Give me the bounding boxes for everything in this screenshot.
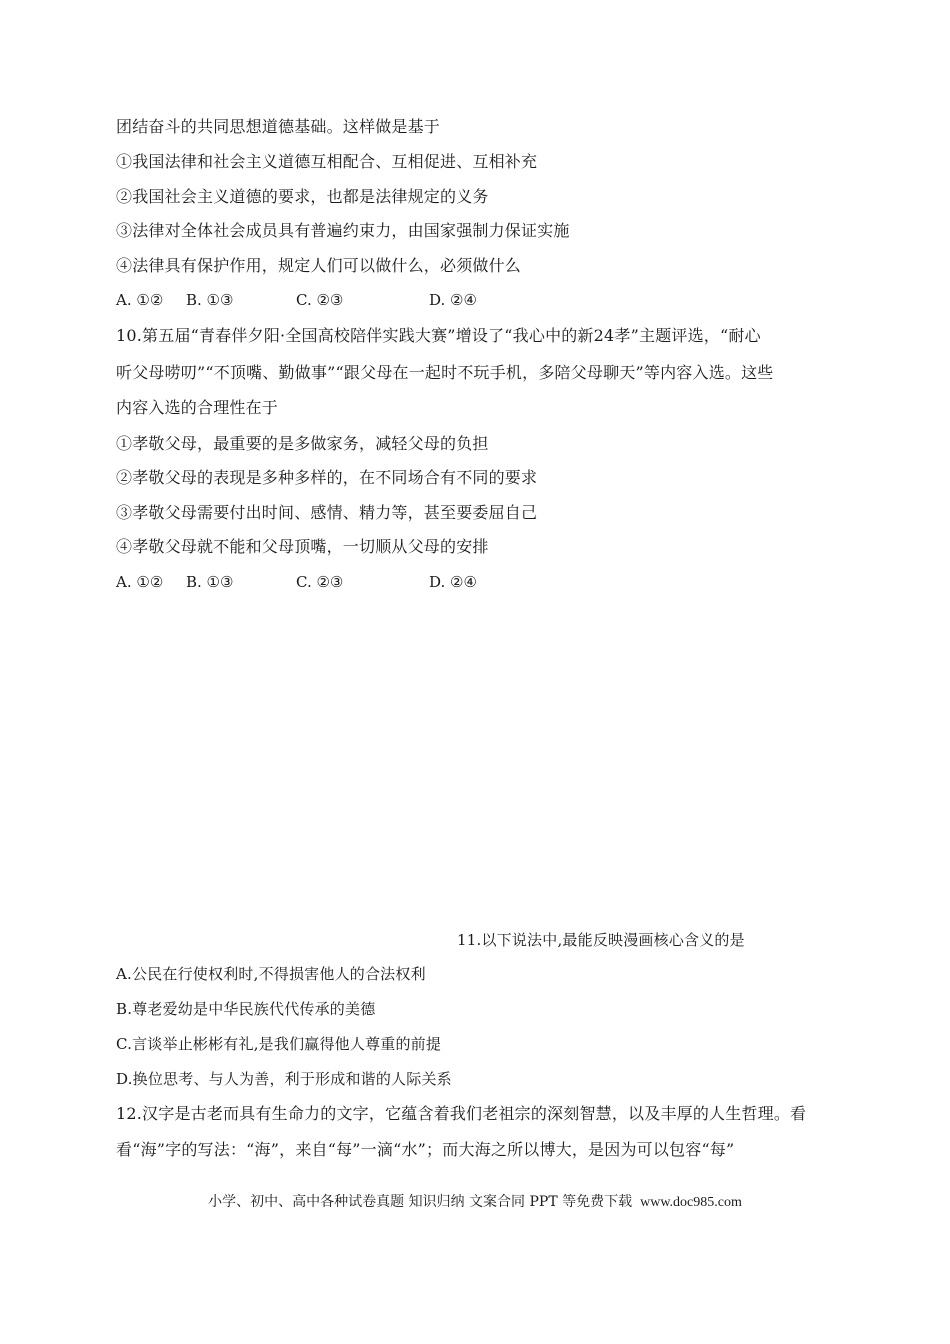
q9-statement-4: ④法律具有保护作用，规定人们可以做什么，必须做什么 bbox=[116, 256, 522, 275]
q10-statement-3: ③孝敬父母需要付出时间、感情、精力等，甚至要委屈自己 bbox=[116, 503, 538, 522]
q9-statement-1: ①我国法律和社会主义道德互相配合、互相促进、互相补充 bbox=[116, 152, 538, 171]
q11-option-a: A.公民在行使权利时,不得损害他人的合法权利 bbox=[116, 965, 426, 983]
q10-stem-line-3: 内容入选的合理性在于 bbox=[116, 398, 279, 417]
q10-statement-2: ②孝敬父母的表现是多种多样的，在不同场合有不同的要求 bbox=[116, 468, 538, 487]
footer-url: www.doc985.com bbox=[640, 1195, 742, 1210]
q9-statement-3: ③法律对全体社会成员具有普遍约束力，由国家强制力保证实施 bbox=[116, 221, 570, 240]
q12-stem-line-1: 12.汉字是古老而具有生命力的文字，它蕴含着我们老祖宗的深刻智慧，以及丰厚的人生哲理。看 bbox=[116, 1104, 807, 1123]
q11-option-b: B.尊老爱幼是中华民族代代传承的美德 bbox=[116, 1000, 376, 1018]
q10-statement-4: ④孝敬父母就不能和父母顶嘴，一切顺从父母的安排 bbox=[116, 537, 489, 556]
page-footer bbox=[0, 1193, 950, 1212]
q11-option-c: C.言谈举止彬彬有礼,是我们赢得他人尊重的前提 bbox=[116, 1035, 442, 1053]
q10-stem-line-1: 10.第五届“青春伴夕阳·全国高校陪伴实践大赛”增设了“我心中的新24孝”主题评选，“耐心 bbox=[116, 326, 761, 345]
q10-stem-line-2: 听父母唠叨”“不顶嘴、勤做事”“跟父母在一起时不玩手机，多陪父母聊天”等内容入选。这些 bbox=[116, 363, 774, 382]
q10-option-c: C. ②③ bbox=[296, 573, 344, 591]
q12-stem-line-2: 看“海”字的写法：“海”，来自“每”一滴“水”；而大海之所以博大，是因为可以包容“每” bbox=[116, 1140, 735, 1159]
q11-stem: 11.以下说法中,最能反映漫画核心含义的是 bbox=[457, 931, 745, 949]
q9-stem-end: 团结奋斗的共同思想道德基础。这样做是基于 bbox=[116, 117, 441, 136]
q10-option-d: D. ②④ bbox=[429, 573, 477, 591]
q9-option-a: A. ①② bbox=[116, 291, 164, 309]
q10-option-b: B. ①③ bbox=[186, 573, 234, 591]
q11-option-d: D.换位思考、与人为善，利于形成和谐的人际关系 bbox=[116, 1070, 452, 1088]
q9-option-b: B. ①③ bbox=[186, 291, 234, 309]
q9-option-c: C. ②③ bbox=[296, 291, 344, 309]
q10-statement-1: ①孝敬父母，最重要的是多做家务，减轻父母的负担 bbox=[116, 434, 489, 453]
q9-option-d: D. ②④ bbox=[429, 291, 477, 309]
footer-text: 小学、初中、高中各种试卷真题 知识归纳 文案合同 PPT 等免费下载 bbox=[208, 1194, 633, 1210]
q10-option-a: A. ①② bbox=[116, 573, 164, 591]
q9-statement-2: ②我国社会主义道德的要求，也都是法律规定的义务 bbox=[116, 187, 489, 206]
